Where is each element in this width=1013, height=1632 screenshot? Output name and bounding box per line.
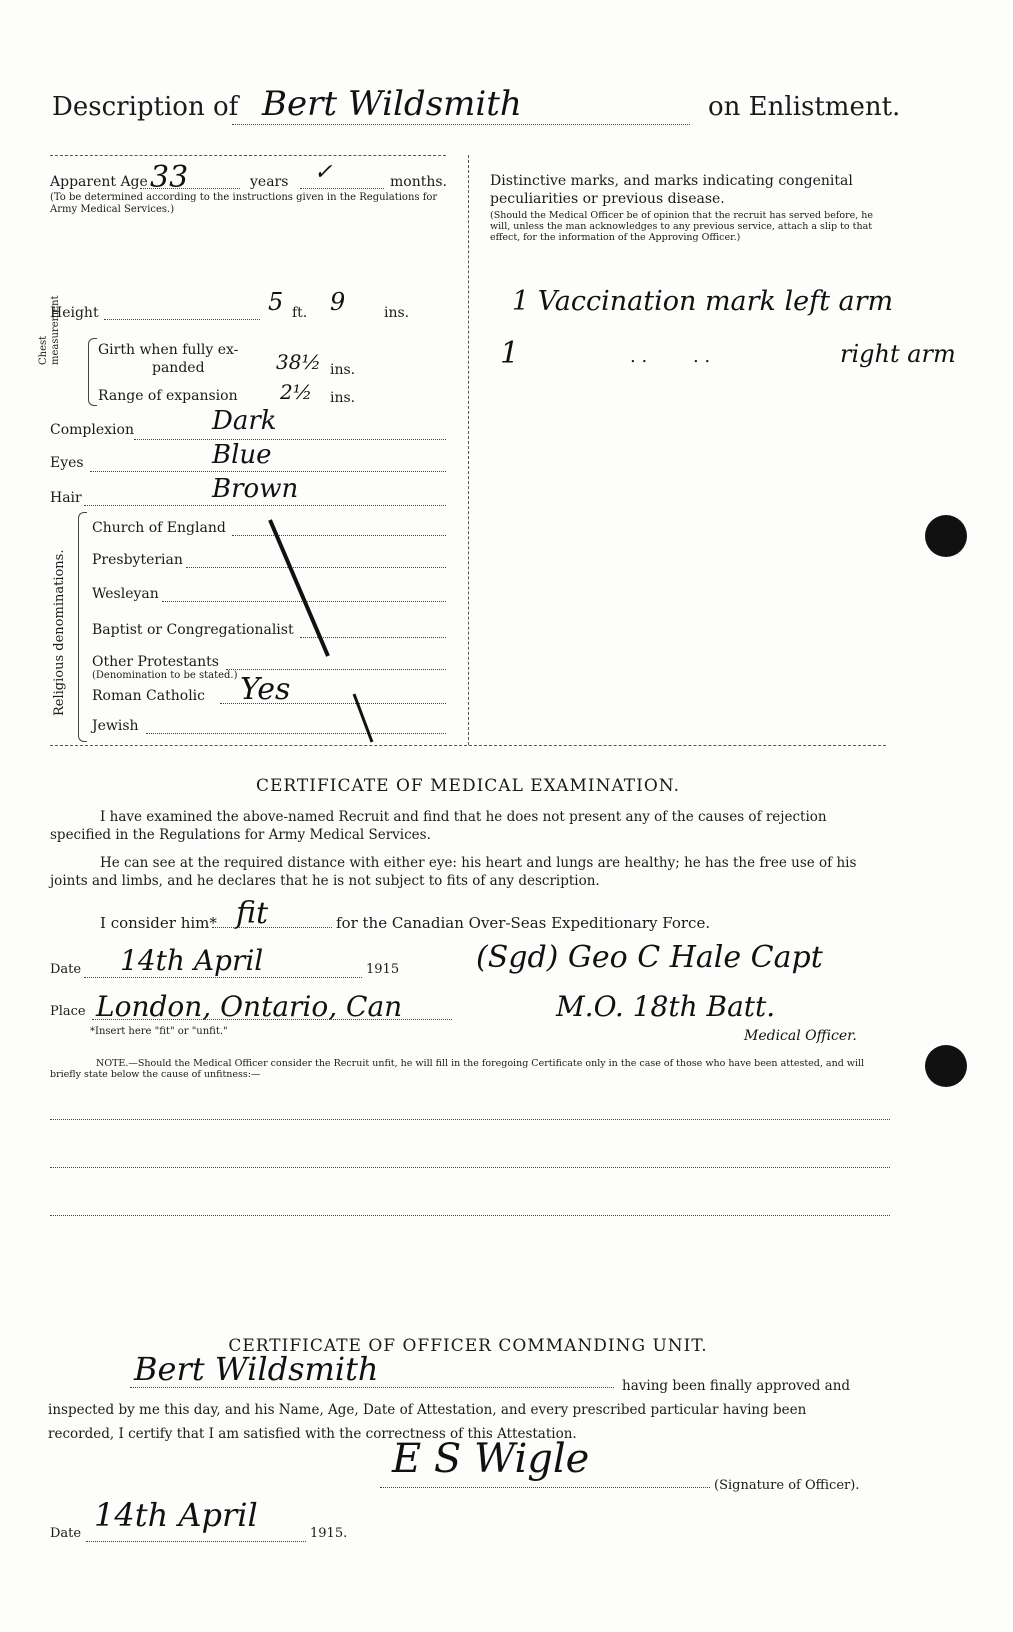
blank-line-1 (50, 1118, 890, 1120)
religion-baptist: Baptist or Congregationalist (92, 622, 294, 638)
medical-date-value: 14th April (120, 944, 264, 977)
mark-2-ditto: . . . . (630, 346, 711, 367)
header-name-field (232, 84, 690, 125)
hair-value: Brown (212, 474, 299, 504)
height-leader (104, 318, 260, 320)
commanding-text-1: having been finally approved and (622, 1378, 851, 1394)
mark-2-text: right arm (840, 340, 956, 368)
medical-officer-label: Medical Officer. (744, 1028, 857, 1044)
medical-para-2: He can see at the required distance with either eye: his heart and lungs are healthy; he has the free use of his joints and limbs, and he declares that he is not subject to fits of any description. (50, 855, 857, 889)
medical-title: CERTIFICATE OF MEDICAL EXAMINATION. (256, 776, 680, 796)
blank-line-3 (50, 1214, 890, 1216)
girth-value: 38½ (276, 350, 321, 374)
eyes-leader (90, 470, 446, 472)
commanding-signature: E S Wigle (392, 1436, 590, 1482)
age-label: Apparent Age (50, 174, 148, 190)
consider-suffix: for the Canadian Over-Seas Expeditionary Force. (336, 914, 711, 932)
commanding-year: 1915. (310, 1526, 348, 1541)
medical-place-value: London, Ontario, Can (96, 990, 403, 1023)
commanding-text-2: inspected by me this day, and his Name, Age, Date of Attestation, and every prescribed particular having been (48, 1402, 807, 1418)
commanding-signature-leader (380, 1486, 710, 1488)
age-months-value: ✓ (314, 160, 333, 185)
medical-year: 1915 (366, 962, 400, 977)
top-rule-left (50, 155, 446, 157)
religion-presbyterian: Presbyterian (92, 552, 183, 568)
hair-leader (84, 504, 446, 506)
months-label: months. (390, 174, 447, 190)
religion-bracket (78, 512, 87, 742)
header-suffix: on Enlistment. (708, 92, 901, 122)
eyes-label: Eyes (50, 455, 84, 471)
header-prefix: Description of (52, 92, 239, 122)
medical-signature: (Sgd) Geo C Hale Capt (476, 940, 823, 975)
commanding-name-value: Bert Wildsmith (134, 1350, 379, 1388)
consider-prefix: I consider him* (100, 914, 217, 932)
hair-label: Hair (50, 490, 82, 506)
commanding-text-3: recorded, I certify that I am satisfied with the correctness of this Attestation. (48, 1426, 577, 1442)
years-label: years (250, 174, 289, 190)
complexion-value: Dark (212, 406, 277, 436)
medical-date-label: Date (50, 962, 82, 977)
medical-signature-2: M.O. 18th Batt. (556, 990, 776, 1023)
height-ft-value: 5 (268, 288, 284, 316)
height-in-value: 9 (330, 288, 346, 316)
column-divider (468, 155, 470, 745)
denomination-note: (Denomination to be stated.) (92, 670, 238, 681)
fit-value: fit (236, 896, 269, 931)
girth-label-2: panded (152, 360, 205, 376)
religion-roman-catholic: Roman Catholic (92, 688, 205, 704)
marks-note: (Should the Medical Officer be of opinion that the recruit has served before, he will, unless the man acknowledges to any previous service, attach a slip to that effect, for the information of the Approving Officer.) (490, 210, 874, 243)
girth-unit: ins. (330, 362, 356, 378)
age-years-value: 33 (150, 160, 189, 195)
mark-1: 1 Vaccination mark left arm (512, 286, 894, 317)
rc-value: Yes (240, 672, 291, 707)
punch-hole-top (925, 515, 967, 557)
age-note: (To be determined according to the instructions given in the Regulations for Army Medical Services.) (50, 192, 438, 215)
range-unit: ins. (330, 390, 356, 406)
punch-hole-bottom (925, 1045, 967, 1087)
religion-strike-mark (260, 516, 380, 746)
range-value: 2½ (280, 380, 313, 404)
commanding-title: CERTIFICATE OF OFFICER COMMANDING UNIT. (228, 1336, 708, 1356)
section-divider (50, 745, 886, 747)
girth-label-1: Girth when fully ex- (98, 342, 239, 358)
recruit-name: Bert Wildsmith (262, 84, 522, 124)
complexion-label: Complexion (50, 422, 134, 438)
complexion-leader (134, 438, 446, 440)
fit-leader (212, 926, 332, 928)
range-label: Range of expansion (98, 388, 238, 404)
religion-other-protestants: Other Protestants (92, 654, 219, 670)
blank-line-2 (50, 1166, 890, 1168)
eyes-value: Blue (212, 440, 272, 470)
age-years-field (140, 160, 240, 195)
medical-para-1: I have examined the above-named Recruit and find that he does not present any of the causes of rejection specified in the Regulations for Army Medical Services. (50, 809, 827, 843)
religion-jewish: Jewish (92, 718, 139, 734)
religion-side-label: Religious denominations. (52, 549, 67, 716)
chest-bracket (88, 338, 97, 406)
marks-heading: Distinctive marks, and marks indicating congenital peculiarities or previous disease. (490, 173, 853, 207)
religion-church-of-england: Church of England (92, 520, 226, 536)
ft-label: ft. (292, 305, 308, 321)
height-label: Height (50, 305, 99, 321)
age-months-field (300, 160, 384, 189)
ins-label: ins. (384, 305, 410, 321)
religion-wesleyan: Wesleyan (92, 586, 159, 602)
mark-2-number: 1 (500, 336, 520, 371)
chest-side-label: Chest measurement (38, 295, 61, 365)
medical-place-label: Place (50, 1004, 86, 1019)
commanding-date-label: Date (50, 1526, 82, 1541)
commanding-date-leader (86, 1540, 306, 1542)
insert-note: *Insert here "fit" or "unfit." (90, 1026, 228, 1037)
unfit-note: NOTE.—Should the Medical Officer consider the Recruit unfit, he will fill in the foregoing Certificate only in the case of those who have been attested, and will briefly state below the cause of unfitness:— (50, 1058, 865, 1080)
commanding-date-value: 14th April (94, 1496, 258, 1534)
commanding-signature-label: (Signature of Officer). (714, 1478, 860, 1493)
